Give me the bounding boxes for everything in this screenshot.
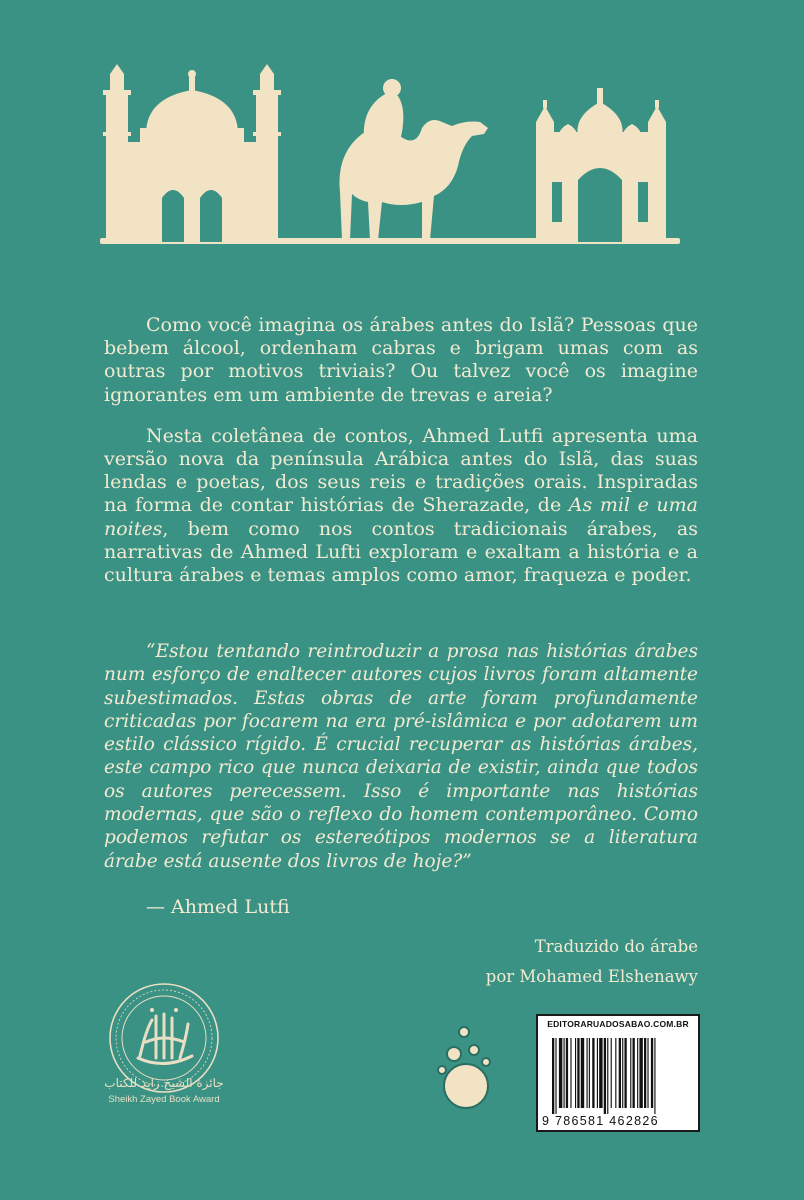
barcode-bars	[552, 1038, 694, 1114]
book-title-reference: As mil e uma noites	[104, 494, 698, 540]
quote-text: “Estou tentando reintroduzir a prosa nas histórias árabes num esforço de enaltecer autores cujos livros foram altamente subestimados. Estas obras de arte foram profundamente criticadas por focarem na era pré-islâmica e por adotarem um estilo clássico rígido. É crucial recuperar as histórias árabes, este campo rico que nunca deixaria de existir, ainda que todos os autores perecessem. Isso é importante nas histórias modernas, que são o reflexo do homem contemporâneo. Como podemos refutar os estereótipos modernos se a literatura árabe está ausente dos livros de hoje?”	[104, 641, 698, 872]
mosque-silhouette	[103, 64, 281, 242]
bubbles-logo-icon	[428, 1020, 508, 1110]
back-cover-blurb	[104, 314, 698, 587]
publisher-website: EDITORARUADOSABAO.COM.BR	[547, 1019, 689, 1029]
quote-attribution: — Ahmed Lutfi	[146, 896, 290, 918]
award-name-arabic: جائزة الشيخ زايد للكتاب	[104, 1076, 224, 1090]
camel-rider-silhouette	[339, 79, 488, 240]
author-quote	[104, 640, 698, 873]
translator-name: por Mohamed Elshenawy	[485, 967, 698, 986]
award-badge	[100, 980, 228, 1130]
isbn-number: 9 786581 462826	[542, 1114, 659, 1128]
isbn-barcode	[536, 1014, 700, 1132]
header-silhouettes-illustration	[100, 62, 680, 248]
award-name-english: Sheikh Zayed Book Award	[108, 1094, 220, 1105]
blurb-paragraph-1: Como você imagina os árabes antes do Islã? Pessoas que bebem álcool, ordenham cabras e brigam umas com as outras por motivos triviais? Ou talvez você os imagine ignorantes em um ambiente de trevas e areia?	[104, 314, 698, 406]
blurb-paragraph-2-start: Nesta coletânea de contos, Ahmed Lutfi apresenta uma versão nova da península Arábica antes do Islã, das suas lendas e poetas, dos seus reis e tradições orais. Inspiradas na forma de contar histórias de Sherazade, de	[104, 424, 698, 517]
translation-line-1: Traduzido do árabe	[534, 937, 698, 956]
blurb-paragraph-2	[104, 425, 698, 587]
translation-credit	[486, 932, 698, 992]
blurb-paragraph-2-end: , bem como nos contos tradicionais árabes, as narrativas de Ahmed Lufti exploram e exaltam a história e a cultura árabes e temas amplos como amor, fraqueza e poder.	[104, 517, 698, 587]
